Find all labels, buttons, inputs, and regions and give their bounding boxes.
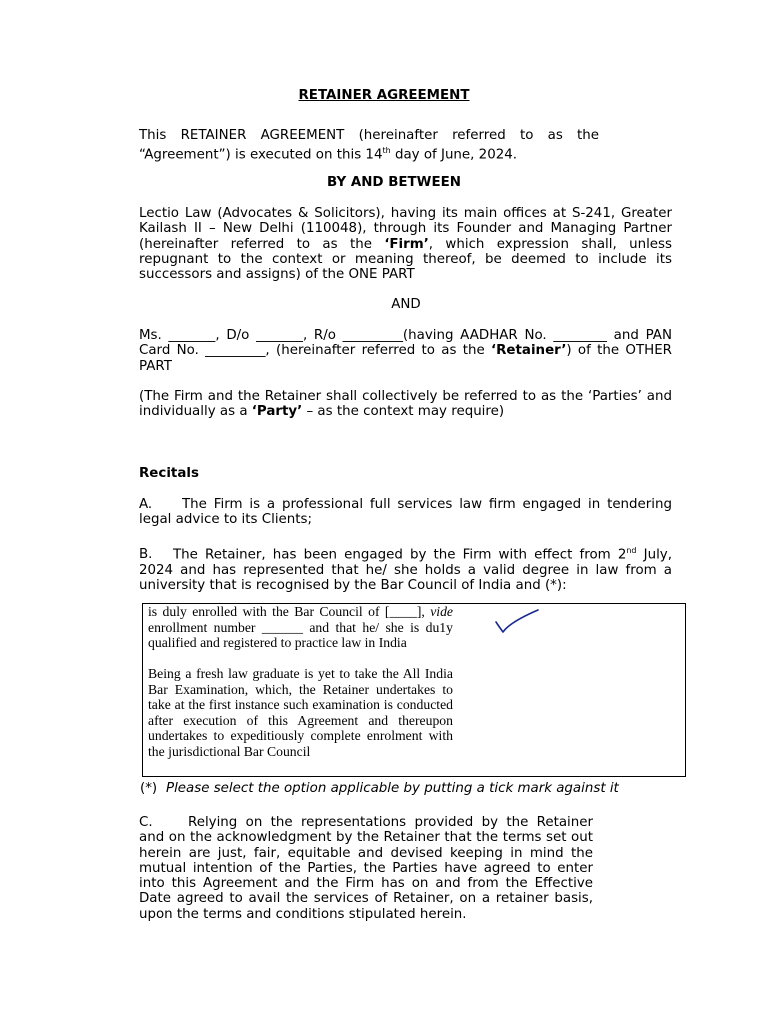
option-enrolled[interactable] — [148, 604, 453, 651]
intro-text: “Agreement”) is executed on this 14 — [139, 147, 383, 163]
tick-instruction — [140, 781, 619, 796]
party-term: ‘Party’ — [251, 404, 303, 420]
recital-b-superscript: nd — [626, 546, 637, 555]
and-label: AND — [391, 297, 421, 312]
option-fresh-graduate[interactable]: Being a fresh law graduate is yet to take the All India Bar Examination, which, the Retainer undertakes to take at the first instance such examination is conducted after execution of this Agreement and thereupon undertakes to expeditiously complete enrolment with the jurisdictional Bar Council — [148, 666, 453, 759]
recital-c — [139, 815, 593, 922]
second-party-text-end: ) of the OTHER PART — [139, 343, 672, 374]
recital-b-text: The Retainer, has been engaged by the Firm with effect from 2 — [173, 547, 627, 563]
intro-line-2 — [139, 143, 599, 163]
check-icon — [494, 608, 540, 636]
intro-line-1: This RETAINER AGREEMENT (hereinafter referred to as the — [139, 128, 599, 143]
recital-c-label: C. — [139, 815, 153, 830]
intro-text-end: day of June, 2024. — [390, 147, 518, 163]
tick-instruction-marker: (*) — [140, 781, 158, 796]
option-enrolled-text-end: enrollment number ______ and that he/ she is du1y qualified and registered to practice law in India — [148, 619, 453, 650]
firm-term: ‘Firm’ — [384, 236, 429, 252]
first-party-paragraph — [139, 206, 672, 282]
first-party-text-end: , which expression shall, unless repugnant to the context or meaning thereof, be deemed to include its successors and assigns) of the ONE PART — [139, 236, 672, 283]
parties-note-paragraph — [139, 389, 672, 420]
by-and-between-heading: BY AND BETWEEN — [327, 175, 461, 190]
option-enrolled-text: is duly enrolled with the Bar Council of [____], — [148, 604, 431, 619]
recitals-heading: Recitals — [139, 466, 199, 481]
first-party-text: Lectio Law (Advocates & Solicitors), having its main offices at S-241, Greater Kailash II – New Delhi (110048), through its Founder and Managing Partner (hereinafter referred to as the — [139, 206, 672, 252]
option-enrolled-italic: vide — [430, 604, 453, 619]
parties-note-text-end: – as the context may require) — [302, 404, 505, 420]
recital-a-text: The Firm is a professional full services law firm engaged in tendering legal advice to its Clients; — [139, 497, 672, 528]
recital-c-text: Relying on the representations provided by the Retainer and on the acknowledgment by the Retainer that the terms set out herein are just, fair, equitable and devised keeping in mind the mutual intention of the Parties, the Parties have agreed to enter into this Agreement and the Firm has on and from the Effective Date agreed to avail the services of Retainer, on a retainer basis, upon the terms and conditions stipulated herein. — [139, 815, 593, 922]
recital-a-label: A. — [139, 497, 153, 512]
recital-b-text-end: July, 2024 and has represented that he/ she holds a valid degree in law from a university that is recognised by the Bar Council of India and (*): — [139, 547, 672, 594]
intro-superscript: th — [382, 146, 391, 156]
tick-instruction-text: Please select the option applicable by putting a tick mark against it — [166, 781, 619, 796]
second-party-paragraph — [139, 328, 672, 374]
recital-a — [139, 497, 672, 528]
intro-paragraph — [139, 128, 599, 163]
document-title: RETAINER AGREEMENT — [298, 88, 470, 103]
second-party-text: Ms. _______, D/o _______, R/o _________(having AADHAR No. ________ and PAN Card No. _________, (hereinafter referred to as the — [139, 328, 672, 359]
recital-b — [139, 543, 672, 593]
recital-b-label: B. — [139, 547, 153, 563]
parties-note-text: (The Firm and the Retainer shall collectively be referred to as the ‘Parties’ and individually as a — [139, 389, 672, 420]
retainer-term: ‘Retainer’ — [491, 343, 567, 359]
